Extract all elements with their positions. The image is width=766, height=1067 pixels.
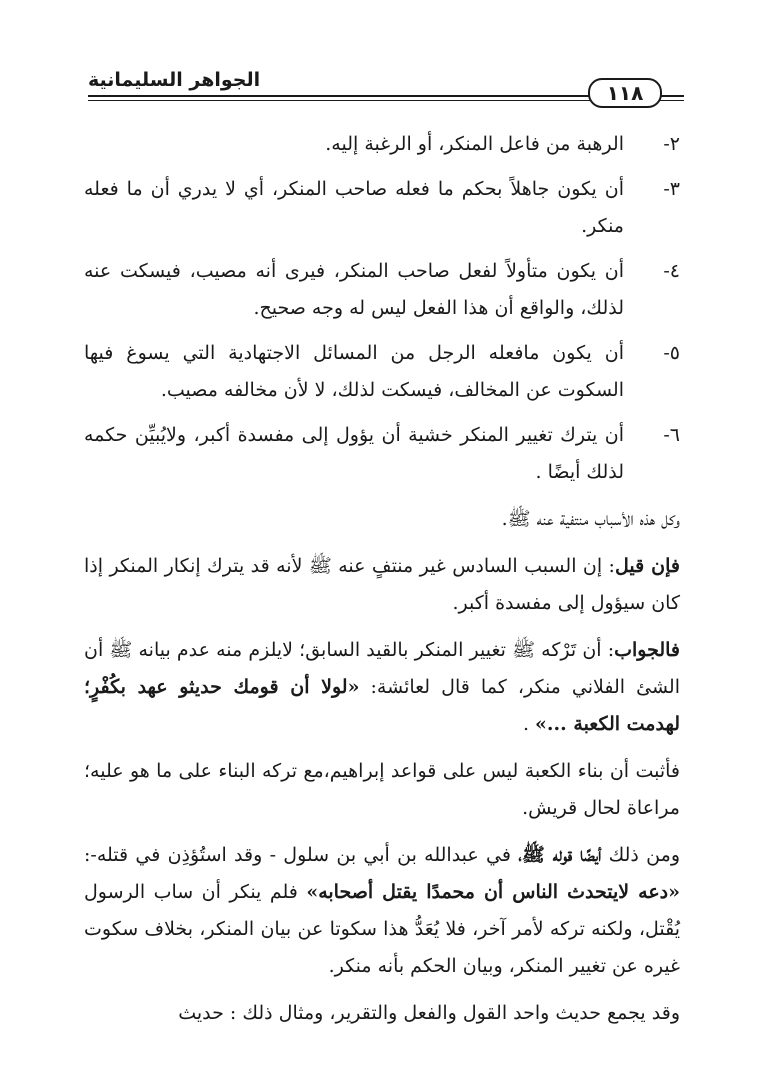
list-item-number: ٤- — [663, 260, 680, 282]
list-item-number: ٣- — [663, 178, 680, 200]
list-item — [84, 126, 680, 163]
list-item-text: أن يترك تغيير المنكر خشية أن يؤول إلى مفسدة أكبر، ولايُبيِّن حكمه لذلك أيضًا . — [84, 424, 624, 483]
list-item-number: ٥- — [663, 342, 680, 364]
paragraph-closing — [84, 995, 680, 1032]
paragraph-text: وقد يجمع حديث واحد القول والفعل والتقرير، ومثال ذلك : حديث — [178, 1002, 680, 1024]
answer-lead: فالجواب — [614, 639, 680, 661]
paragraph-text: : أن تَرْكه ﷺ تغيير المنكر بالقيد السابق؛ لايلزم منه عدم بيانه ﷺ أن الشئ الفلاني منكر، كما قال لعائشة: — [84, 639, 680, 698]
paragraph-summary — [84, 501, 680, 538]
paragraph-text: ومن ذلك — [601, 844, 680, 866]
paragraph-text: وكل هذه الأسباب منتفية عنه ﷺ. — [501, 508, 680, 530]
paragraph-tail: . — [522, 713, 536, 735]
hadith-quote: «لولا أن قومك حديثو عهد بكُفْرٍ؛ لهدمت الكعبة ...» — [84, 676, 680, 735]
page-number: ١١٨ — [588, 78, 662, 108]
list-item — [84, 253, 680, 327]
list-item-number: ٢- — [663, 133, 680, 155]
paragraph-answer — [84, 632, 680, 743]
paragraph-emphasis: أيضًا قوله ﷺ، — [518, 844, 602, 866]
list-item — [84, 335, 680, 409]
list-item-text: الرهبة من فاعل المنكر، أو الرغبة إليه. — [325, 133, 624, 155]
list-item-number: ٦- — [663, 424, 680, 446]
paragraph-example — [84, 837, 680, 985]
list-item-text: أن يكون جاهلاً بحكم ما فعله صاحب المنكر، أي لا يدري أن ما فعله منكر. — [84, 178, 624, 237]
page-body — [84, 126, 680, 1038]
paragraph-text: فأثبت أن بناء الكعبة ليس على قواعد إبراهيم،مع تركه البناء على ما هو عليه؛ مراعاة لحال قريش. — [84, 760, 680, 819]
paragraph-objection — [84, 548, 680, 622]
paragraph-text: : إن السبب السادس غير منتفٍ عنه ﷺ لأنه قد يترك إنكار المنكر إذا كان سيؤول إلى مفسدة أكبر. — [84, 555, 680, 614]
hadith-quote: «دعه لايتحدث الناس أن محمدًا يقتل أصحابه» — [306, 881, 680, 903]
page-header — [88, 68, 684, 105]
list-item — [84, 417, 680, 491]
list-item-text: أن يكون متأولاً لفعل صاحب المنكر، فيرى أنه مصيب، فيسكت عنه لذلك، والواقع أن هذا الفعل ليس له وجه صحيح. — [84, 260, 624, 319]
objection-lead: فإن قيل — [614, 555, 680, 577]
book-title: الجواهر السليمانية — [88, 68, 270, 92]
paragraph-text: فلم ينكر أن ساب الرسول يُقْتل، ولكنه تركه لأمر آخر، فلا يُعَدُّ هذا سكوتا عن بيان المنكر، بخلاف سكوت غيره عن تغيير المنكر، وبيان الحكم بأنه منكر. — [84, 881, 680, 977]
list-item — [84, 171, 680, 245]
list-item-text: أن يكون مافعله الرجل من المسائل الاجتهادية التي يسوغ فيها السكوت عن المخالف، فيسكت لذلك، لا لأن مخالفه مصيب. — [84, 342, 624, 401]
paragraph-kaaba — [84, 753, 680, 827]
paragraph-text: في عبدالله بن أبي بن سلول - وقد استُؤذِن في قتله-: — [84, 844, 519, 866]
